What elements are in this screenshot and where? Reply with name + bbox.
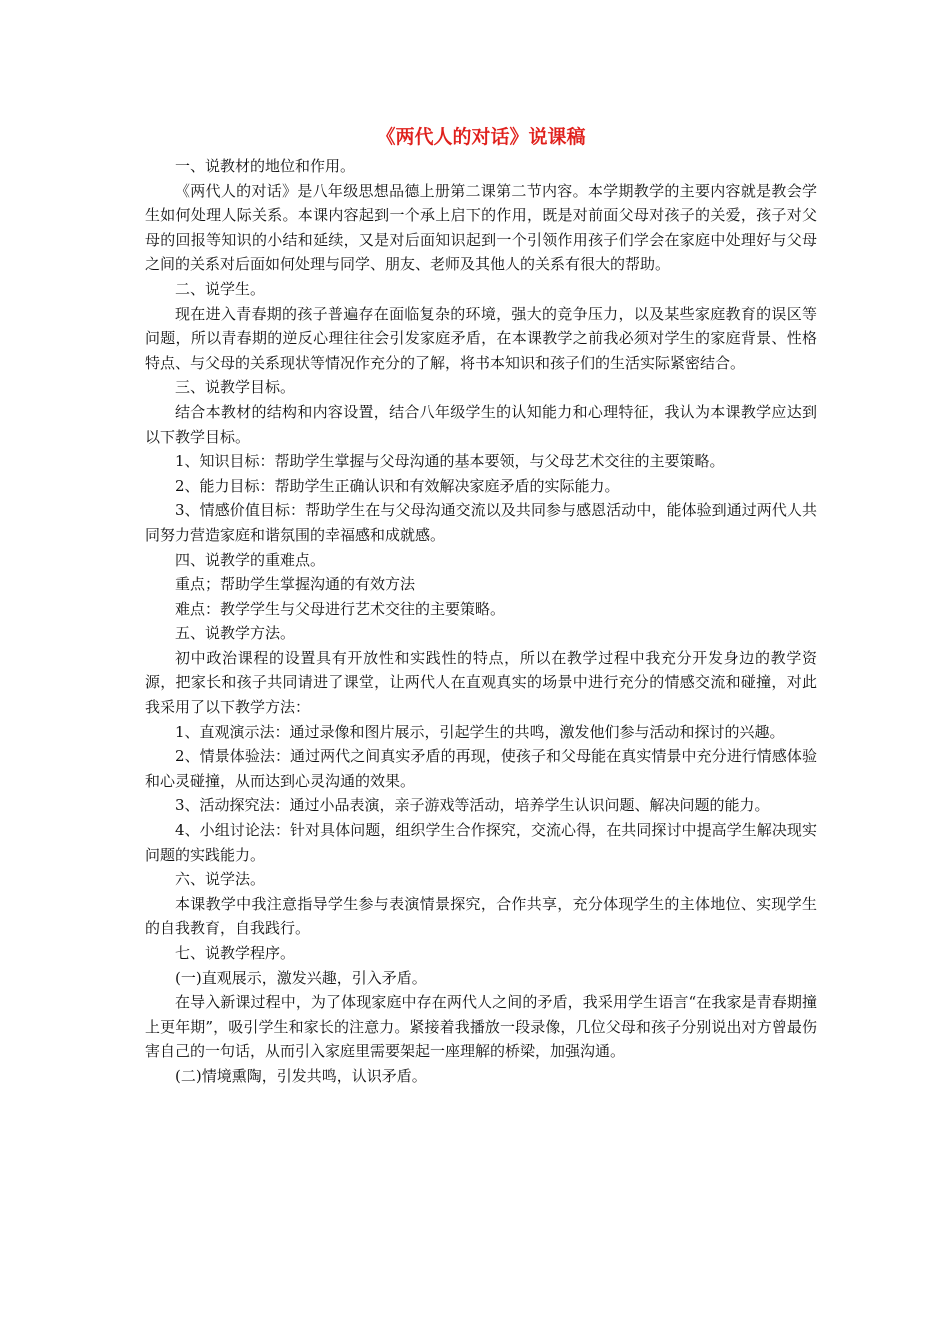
list-item: 3、情感价值目标：帮助学生在与父母沟通交流以及共同参与感恩活动中，能体验到通过两代人共同努力营造家庭和谐氛围的幸福感和成就感。 <box>145 501 817 544</box>
section-heading-4: 四、说教学的重难点。 <box>175 550 326 569</box>
paragraph: 初中政治课程的设置具有开放性和实践性的特点，所以在教学过程中我充分开发身边的教学资源，把家长和孩子共同请进了课堂，让两代人在直观真实的场景中进行充分的情感交流和碰撞，对此我采用了以下教学方法： <box>145 648 817 717</box>
paragraph: 《两代人的对话》是八年级思想品德上册第二课第二节内容。本学期教学的主要内容就是教会学生如何处理人际关系。本课内容起到一个承上启下的作用，既是对前面父母对孩子的关爱，孩子对父母的回报等知识的小结和延续，又是对后面知识起到一个引领作用孩子们学会在家庭中处理好与父母之间的关系对后面如何处理与同学、朋友、老师及其他人的关系有很大的帮助。 <box>145 181 817 274</box>
section-heading-2: 二、说学生。 <box>175 279 266 298</box>
section-heading-5: 五、说教学方法。 <box>175 624 296 643</box>
section-heading-7: 七、说教学程序。 <box>175 944 296 962</box>
list-item: 1、直观演示法：通过录像和图片展示，引起学生的共鸣，激发他们参与活动和探讨的兴趣。 <box>175 722 785 741</box>
list-item: 2、情景体验法：通过两代之间真实矛盾的再现，使孩子和父母能在真实情景中充分进行情感体验和心灵碰撞，从而达到心灵沟通的效果。 <box>145 747 817 790</box>
list-item: 1、知识目标：帮助学生掌握与父母沟通的基本要领，与父母艺术交往的主要策略。 <box>175 452 725 471</box>
list-item: 4、小组讨论法：针对具体问题，组织学生合作探究，交流心得，在共同探讨中提高学生解决现实问题的实践能力。 <box>145 821 817 864</box>
subsection-heading: (二)情境熏陶，引发共鸣，认识矛盾。 <box>175 1066 427 1085</box>
paragraph: 重点；帮助学生掌握沟通的有效方法 <box>175 575 416 594</box>
section-heading-1: 一、说教材的地位和作用。 <box>175 157 356 175</box>
paragraph: 现在进入青春期的孩子普遍存在面临复杂的环境，强大的竞争压力，以及某些家庭教育的误区等问题，所以青春期的逆反心理往往会引发家庭矛盾，在本课教学之前我必须对学生的家庭背景、性格特点、与父母的关系现状等情况作充分的了解，将书本知识和孩子们的生活实际紧密结合。 <box>145 304 817 372</box>
document-title: 《两代人的对话》说课稿 <box>376 126 586 148</box>
subsection-heading: (一)直观展示，激发兴趣，引入矛盾。 <box>175 968 427 987</box>
paragraph: 在导入新课过程中，为了体现家庭中存在两代人之间的矛盾，我采用学生语言“在我家是青春期撞上更年期”，吸引学生和家长的注意力。紧接着我播放一段录像，几位父母和孩子分别说出对方曾最伤害自己的一句话，从而引入家庭里需要架起一座理解的桥梁，加强沟通。 <box>145 993 817 1061</box>
list-item: 2、能力目标：帮助学生正确认识和有效解决家庭矛盾的实际能力。 <box>175 476 620 495</box>
section-heading-6: 六、说学法。 <box>175 870 266 889</box>
paragraph: 本课教学中我注意指导学生参与表演情景探究，合作共享，充分体现学生的主体地位、实现学生的自我教育，自我践行。 <box>145 894 817 938</box>
document-page <box>145 122 817 1089</box>
section-heading-3: 三、说教学目标。 <box>175 378 296 397</box>
paragraph: 难点：教学学生与父母进行艺术交往的主要策略。 <box>175 599 506 618</box>
list-item: 3、活动探究法：通过小品表演，亲子游戏等活动，培养学生认识问题、解决问题的能力。 <box>175 796 770 815</box>
paragraph: 结合本教材的结构和内容设置，结合八年级学生的认知能力和心理特征，我认为本课教学应达到以下教学目标。 <box>145 402 817 446</box>
